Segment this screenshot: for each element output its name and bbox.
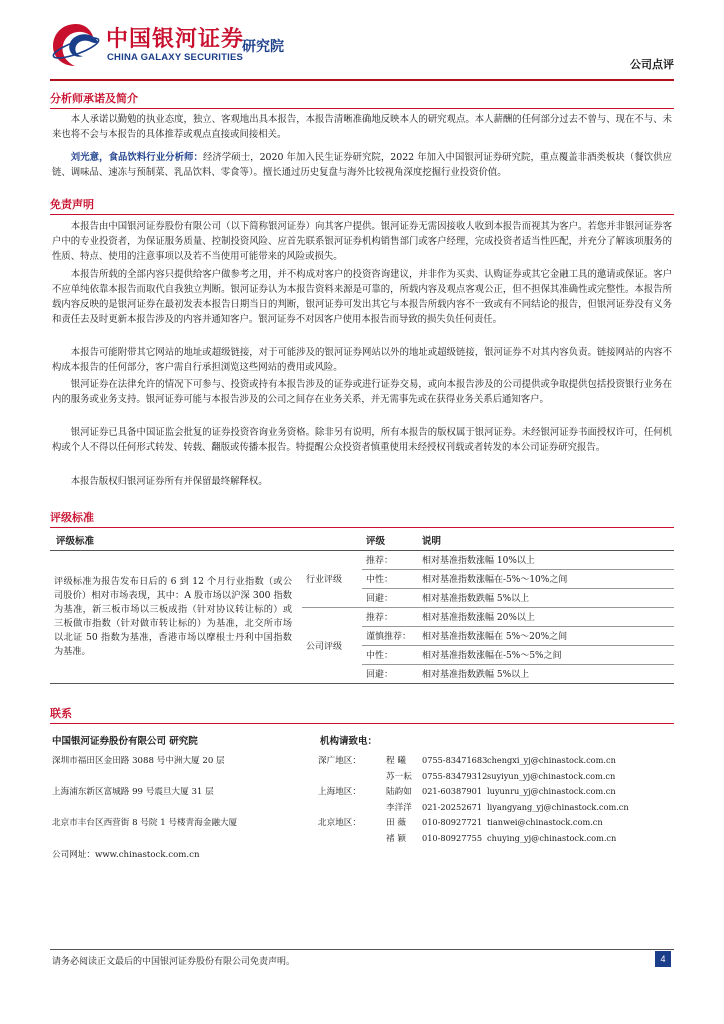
region-beijing: 北京地区： <box>318 818 361 828</box>
disclaimer-line: 所载内容不一致或有不同结论的报告，但银河证券没有义务和责任去及时更新本报告涉及的内容并通知客户。银河证券不对因客户 <box>52 299 672 325</box>
disclaimer-line: 使用本报告而导致的损失负任何责任。 <box>342 314 503 325</box>
analyst-name: 刘光意，食品饮料行业分析师： <box>70 152 203 163</box>
disclaimer-line: 面授权许可，任何机构或个人不得以任何形式转发、转载、翻版或传播本报告。特提醒公众投资者慎重使用未经授权刊载或者转发 <box>52 427 672 453</box>
header-description: 说明 <box>418 531 674 550</box>
rating-desc: 相对基准指数跌幅 5%以上 <box>418 588 674 607</box>
region-shenzhen: 深广地区： <box>318 756 361 766</box>
disclaimer-paragraph <box>52 267 672 327</box>
company-name: 中国银河证券股份有限公司 研究院 <box>52 736 198 747</box>
report-header <box>50 14 674 76</box>
rating-grade: 回避： <box>362 588 418 607</box>
disclaimer-section-title: 免责声明 <box>50 196 674 215</box>
header-grade: 评级 <box>362 531 418 550</box>
address-beijing: 北京市丰台区西营街 8 号院 1 号楼青海金融大厦 <box>52 818 238 828</box>
contact-phone: 0755-83479312 <box>422 771 488 781</box>
criteria-line: 数（或公司股价）相对市场表现，其中：A 股市 <box>54 575 293 601</box>
disclaimer-line: 责。链接网站的内容不构成本报告的任何部分，客户需自行承担浏览这些网站的费用或风险。 <box>52 347 672 373</box>
rating-table-header <box>50 531 674 550</box>
bio-line: 类板块（餐饮供应链、调味品、速冻与预制菜、乳品饮料、零食等）。擅长通过历史复盘与海外比较视角深度挖掘行业投资价值。 <box>52 152 672 178</box>
disclaimer-line: 银河证券在法律允许的情况下可参与、投资或持有本报告涉及的证券或进行证券交易，或向本报告涉及的公司提供或争取提供 <box>70 379 588 390</box>
header-criteria: 评级标准 <box>50 531 302 550</box>
rating-grade: 中性： <box>362 569 418 588</box>
disclaimer-line: 若您并非银河证券客户中的专业投资者，为保证服务质量、控制投资风险、应首先联系银河证券机构销售部门或客户经理，完成投 <box>52 221 672 247</box>
rating-desc: 相对基准指数涨幅 10%以上 <box>418 550 674 569</box>
contact-name: 田 薇 <box>386 818 406 828</box>
rating-desc: 相对基准指数涨幅 20%以上 <box>418 607 674 626</box>
sales-contact-title: 机构请致电： <box>320 736 378 747</box>
document-type: 公司点评 <box>630 58 674 71</box>
logo-english-name: CHINA GALAXY SECURITIES <box>107 52 244 63</box>
contact-phone: 010-80927721 <box>422 817 483 827</box>
rating-desc: 相对基准指数跌幅 5%以上 <box>418 664 674 683</box>
criteria-line: 准。 <box>72 645 91 657</box>
criteria-line: 评级标准为报告发布日后的 6 到 12 个月行业指 <box>54 575 255 587</box>
disclaimer-line: 银河证券已具备中国证监会批复的证券投资咨询业务资格。除非另有说明，所有本报告的版权属于银河证券。未经银河证券书 <box>70 427 588 438</box>
header-divider <box>50 79 674 81</box>
contact-phone: 010-80927755 <box>422 833 483 843</box>
disclaimer-paragraph <box>52 345 672 375</box>
rating-grade: 中性： <box>362 645 418 664</box>
page-number: 4 <box>655 951 671 967</box>
logo-chinese-name: 中国银河证券 <box>106 27 245 52</box>
rating-desc: 相对基准指数涨幅在-5%～5%之间 <box>418 645 674 664</box>
rating-grade: 回避： <box>362 664 418 683</box>
disclaimer-paragraph <box>52 219 672 264</box>
contact-email[interactable]: liyangyang_yj@chinastock.com.cn <box>487 802 629 812</box>
contact-email[interactable]: luyunru_yj@chinastock.com.cn <box>487 786 616 796</box>
rating-grade: 谨慎推荐： <box>362 626 418 645</box>
company-rating-label: 公司评级 <box>302 607 362 683</box>
contact-email[interactable]: chuying_yj@chinastock.com.cn <box>487 833 617 843</box>
disclaimer-paragraph <box>52 377 672 407</box>
disclaimer-line: 本报告由中国银河证券股份有限公司（以下简称银河证券）向其客户提供。银河证券无需因接收人收到本报告而视其为客户。 <box>70 221 588 232</box>
criteria-line: 做市转让标的）为基准，北交所市场以北证 50 指 <box>54 617 293 643</box>
rating-grade: 推荐： <box>362 607 418 626</box>
contact-phone: 021-20252671 <box>422 802 483 812</box>
criteria-line: 数为基准，香港市场以摩根士丹利中国指数为基 <box>54 631 292 657</box>
analyst-pledge <box>52 112 672 142</box>
disclaimer-line: 的邀请或保证。客户不应单纯依靠本报告而取代自我独立判断。银河证券认为本报告资料来源是可靠的，所载内容及观点客观公正， <box>52 269 672 295</box>
disclaimer-line: 包括投资银行业务在内的服务或业务支持。银河证券可能与本报告涉及的公司之间存在业务关系，并无需事先或在获得业务关系后 <box>52 379 672 405</box>
contact-email[interactable]: suyiyun_yj@chinastock.com.cn <box>487 771 616 781</box>
rating-criteria-description <box>50 550 302 683</box>
bio-line: 经济学硕士，2020 年加入民生证券研究院，2022 年加入中国银河证券研究院，重点覆盖非酒 <box>202 152 597 163</box>
footer-disclaimer-note: 请务必阅读正文最后的中国银河证券股份有限公司免责声明。 <box>52 957 296 967</box>
company-website[interactable]: 公司网址：www.chinastock.com.cn <box>52 850 200 860</box>
contact-name: 程 曦 <box>386 756 406 766</box>
rating-grade: 推荐： <box>362 550 418 569</box>
contact-phone: 0755-83471683 <box>422 755 488 765</box>
rating-section-title: 评级标准 <box>50 509 674 528</box>
analyst-section-title: 分析师承诺及简介 <box>50 90 674 109</box>
disclaimer-paragraph <box>52 474 672 489</box>
contact-section-title: 联系 <box>50 705 674 724</box>
industry-rating-label: 行业评级 <box>302 550 362 607</box>
contact-email[interactable]: chengxi_yj@chinastock.com.cn <box>487 755 616 765</box>
disclaimer-line: 本报告版权归银河证券所有并保留最终解释权。 <box>70 476 268 487</box>
header-spacer <box>302 531 362 550</box>
disclaimer-line: 但不担保其准确性或完整性。本报告所载内容反映的是银河证券在最初发表本报告日期当日的判断，银河证券可发出其它与本报告 <box>52 284 672 310</box>
rating-desc: 相对基准指数涨幅在 5%～20%之间 <box>418 626 674 645</box>
disclaimer-paragraph <box>52 425 672 455</box>
rating-desc: 相对基准指数涨幅在-5%～10%之间 <box>418 569 674 588</box>
pledge-line: 曾与、现在不与、未来也将不会与本报告的具体推荐或观点直接或间接相关。 <box>52 114 672 140</box>
logo-subtitle: 研究院 <box>242 39 284 55</box>
disclaimer-line: 本报告可能附带其它网站的地址或超级链接，对于可能涉及的银河证券网站以外的地址或超级链接，银河证券不对其内容负 <box>70 347 579 358</box>
disclaimer-line: 通知客户。 <box>502 394 549 405</box>
table-row <box>50 550 674 569</box>
disclaimer-line: 本报告所载的全部内容只提供给客户做参考之用，并不构成对客户的投资咨询建议，并非作为买卖、认购证券或其它金融工具 <box>70 269 588 280</box>
rating-table <box>50 531 674 684</box>
criteria-line: 指（针对协议转让标的）或三板做市指数（针对 <box>54 603 293 629</box>
contact-name: 李洋洋 <box>386 803 412 813</box>
disclaimer-line: 资者适当性匹配，并充分了解该项服务的性质、特点、使用的注意事项以及若不当使用可能带来的风险或损失。 <box>52 236 672 262</box>
contact-name: 褚 颖 <box>386 834 406 844</box>
address-shenzhen: 深圳市福田区金田路 3088 号中洲大厦 20 层 <box>52 756 225 766</box>
region-shanghai: 上海地区： <box>318 787 361 797</box>
analyst-bio <box>52 150 672 180</box>
disclaimer-line: 的本公司证券研究报告。 <box>502 442 606 453</box>
pledge-line: 本人承诺以勤勉的执业态度，独立、客观地出具本报告，本报告清晰准确地反映本人的研究观点。本人薪酬的任何部分过去不 <box>70 114 588 125</box>
galaxy-logo-icon <box>50 20 102 70</box>
address-shanghai: 上海浦东新区富城路 99 号震旦大厦 31 层 <box>52 787 214 797</box>
contact-email[interactable]: tianwei@chinastock.com.cn <box>487 817 603 827</box>
contact-name: 陆韵如 <box>386 787 412 797</box>
footer-divider <box>50 949 674 950</box>
criteria-line: 场以沪深 300 指数为基准，新三板市场以三板成 <box>54 589 292 615</box>
contact-phone: 021-60387901 <box>422 786 483 796</box>
contact-name: 苏一耘 <box>386 772 412 782</box>
